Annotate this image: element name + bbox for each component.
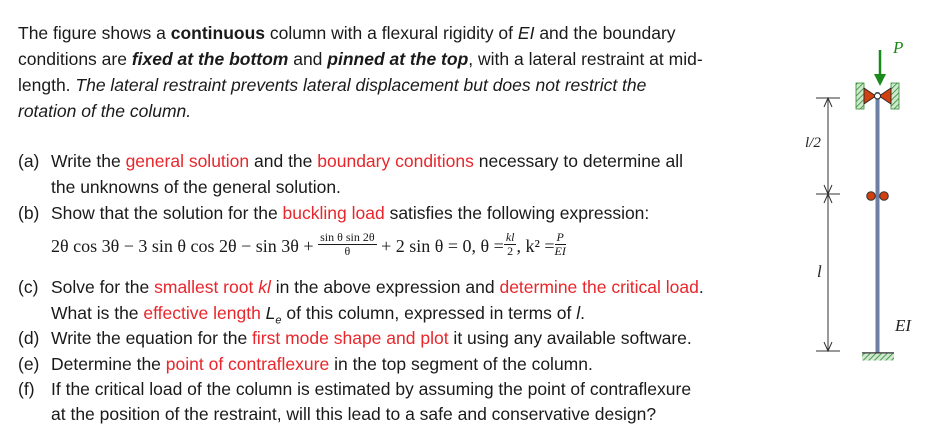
top-support-right-block [891,83,899,109]
intro-bold-continuous: continuous [170,23,266,43]
column-figure [780,30,927,370]
qa-text: and the [249,151,318,171]
qc-critical-load: determine the critical load [499,277,699,297]
mid-restraint-left-roller [867,192,876,201]
question-f-line-1: If the critical load of the column is estimated by assuming the point of contraflexure [51,379,692,399]
intro-text: column with a flexural rigidity of [265,23,518,43]
eq-part-1: 2θ cos 3θ − 3 sin θ cos 2θ − sin 3θ + [51,236,314,256]
intro-text: length. [18,75,76,95]
question-b-marker: (b) [18,203,40,223]
qc-text: in the above expression and [270,277,500,297]
eq-frac1-den: θ [344,244,351,259]
qb-text: Show that the solution for the [51,203,283,223]
intro-line-2 [18,47,703,71]
intro-italic-ei: EI [517,23,535,43]
top-support-left-block [856,83,864,109]
question-d-marker: (d) [18,328,40,348]
intro-line-1 [18,21,676,45]
bottom-length-label: l [817,262,822,281]
eq-fraction-1 [318,231,377,258]
eq-frac3-num: P [556,230,564,245]
dimension-lines [816,98,840,351]
intro-italic-restraint: The lateral restraint prevents lateral displacement but does not restrict the [75,75,647,95]
qb-buckling-load: buckling load [282,203,385,223]
intro-italic-rotation: rotation of the column. [18,101,192,121]
qe-text: in the top segment of the column. [329,354,593,374]
qc-L: L [265,303,276,323]
question-a-line-2: the unknowns of the general solution. [51,177,341,197]
intro-text: and [288,49,328,69]
fixed-base-support [862,354,894,361]
eq-part-2: + 2 sin θ = 0, θ = [381,236,504,256]
eq-frac3-den: EI [554,244,566,259]
question-a-marker: (a) [18,151,40,171]
question-e-line-1 [51,352,593,376]
buckling-equation [51,230,566,261]
eq-frac1-num: sin θ sin 2θ [320,230,375,245]
intro-text: The figure shows a [18,23,171,43]
eq-part-3: , k² = [516,236,555,256]
question-f-marker: (f) [18,379,35,399]
column [876,92,880,353]
qa-boundary-conditions: boundary conditions [317,151,474,171]
qc-text: . [580,303,586,323]
qc-effective-length: effective length [143,303,266,323]
question-f-line-2: at the position of the restraint, will this lead to a safe and conservative design? [51,404,657,424]
mid-restraint-right-roller [880,192,889,201]
eq-fraction-2 [504,231,517,258]
intro-line-4 [18,99,191,123]
intro-fixed-bottom: fixed at the bottom [131,49,289,69]
qd-mode-shape: first mode shape and plot [252,328,449,348]
qc-text: What is the [51,303,144,323]
intro-text: conditions are [18,49,132,69]
qd-text: Write the equation for the [51,328,253,348]
question-b-line-1 [51,201,649,225]
intro-pinned-top: pinned at the top [327,49,469,69]
qc-text: . [698,277,704,297]
stiffness-label-ei: EI [895,316,912,335]
qc-e-subscript: e [275,314,282,327]
top-pin [875,93,881,99]
qc-l: l [576,303,581,323]
eq-fraction-3 [555,231,566,258]
qa-text: Write the [51,151,126,171]
qa-general-solution: general solution [125,151,250,171]
top-length-label: l/2 [805,135,821,151]
load-label-p: P [893,38,904,57]
load-arrow-head [874,74,886,86]
qe-contraflexure: point of contraflexure [165,354,330,374]
intro-text: and the boundary [534,23,676,43]
question-c-marker: (c) [18,277,39,297]
question-d-line-1 [51,326,692,350]
qc-kl: kl [258,277,271,297]
question-c-line-1 [51,275,704,299]
qc-smallest-root: smallest root [154,277,259,297]
intro-line-3 [18,73,646,97]
qc-text: of this column, expressed in terms of [281,303,577,323]
qa-text: necessary to determine all [473,151,684,171]
intro-text: , with a lateral restraint at mid- [468,49,703,69]
question-e-marker: (e) [18,354,40,374]
eq-frac2-num: kl [505,230,515,245]
qe-text: Determine the [51,354,166,374]
qc-text: Solve for the [51,277,155,297]
eq-frac2-den: 2 [507,244,514,259]
qb-text: satisfies the following expression: [384,203,650,223]
question-a-line-1 [51,149,683,173]
qd-text: it using any available software. [448,328,692,348]
